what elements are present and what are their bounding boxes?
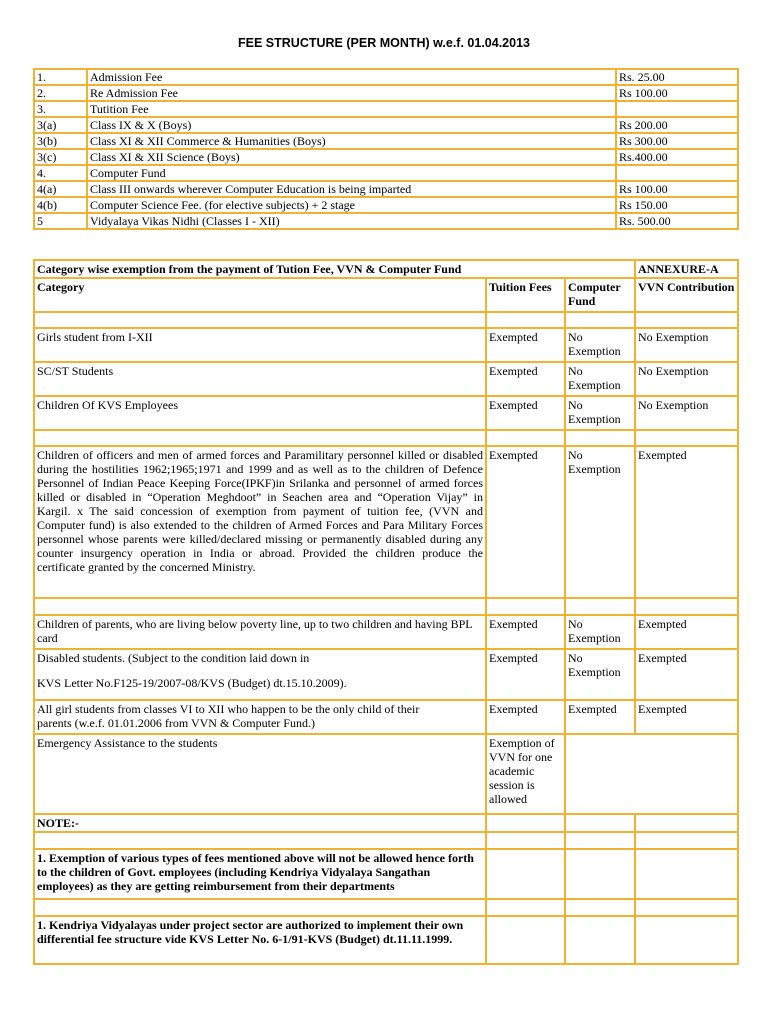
fee-amount-cell: Rs.400.00 [616, 149, 738, 165]
fee-amount-cell: Rs. 500.00 [616, 213, 738, 229]
fee-number-cell: 3(a) [34, 117, 87, 133]
fee-amount-cell [616, 165, 738, 181]
note-heading: NOTE:- [34, 814, 486, 832]
fee-row [34, 213, 738, 229]
column-header-row [34, 278, 738, 312]
fee-row [34, 149, 738, 165]
tuition-cell: Exempted [486, 362, 565, 396]
note-row [34, 849, 738, 899]
note-text: 1. Exemption of various types of fees mentioned above will not be allowed hence forth to the children of Govt. employees (including Kendriya Vidyalaya Sangathan employees) as they are getting reimbursement from their departments [34, 849, 486, 899]
fee-number-cell: 1. [34, 69, 87, 85]
fee-number-cell: 3(b) [34, 133, 87, 149]
vvn-cell: Exempted [635, 615, 738, 649]
category-cell [34, 649, 486, 700]
fee-item-cell: Vidyalaya Vikas Nidhi (Classes I - XII) [87, 213, 616, 229]
fee-row [34, 69, 738, 85]
spacer-row [34, 899, 738, 916]
fee-item-cell: Re Admission Fee [87, 85, 616, 101]
exemption-table [33, 259, 739, 965]
fee-amount-cell: Rs 200.00 [616, 117, 738, 133]
category-cell: Emergency Assistance to the students [34, 734, 486, 814]
computer-cell: No Exemption [565, 446, 635, 598]
table-row [34, 446, 738, 598]
vvn-cell: Exempted [635, 649, 738, 700]
fee-row [34, 101, 738, 117]
category-line: parents (w.e.f. 01.01.2006 from VVN & Computer Fund.) [37, 716, 315, 730]
table-row [34, 649, 738, 700]
col-header-computer: Computer Fund [565, 278, 635, 312]
tuition-cell: Exemption of VVN for one academic session is allowed [486, 734, 565, 814]
table-row [34, 362, 738, 396]
computer-cell: Exempted [565, 700, 635, 734]
fee-amount-cell: Rs 300.00 [616, 133, 738, 149]
annexure-label: ANNEXURE-A [635, 260, 738, 278]
computer-cell: No Exemption [565, 396, 635, 430]
blank-cell [565, 734, 738, 814]
category-cell: Girls student from I-XII [34, 328, 486, 362]
fee-number-cell: 2. [34, 85, 87, 101]
fee-amount-cell: Rs. 25.00 [616, 69, 738, 85]
vvn-cell: No Exemption [635, 328, 738, 362]
note-row [34, 916, 738, 964]
fee-item-cell: Tutition Fee [87, 101, 616, 117]
fee-row [34, 85, 738, 101]
fee-item-cell: Computer Fund [87, 165, 616, 181]
tuition-cell: Exempted [486, 615, 565, 649]
table-row [34, 615, 738, 649]
tuition-cell: Exempted [486, 328, 565, 362]
table-row [34, 328, 738, 362]
fee-item-cell: Class III onwards wherever Computer Education is being imparted [87, 181, 616, 197]
fee-amount-cell [616, 101, 738, 117]
vvn-cell: Exempted [635, 446, 738, 598]
exemption-heading-row [34, 260, 738, 278]
computer-cell: No Exemption [565, 615, 635, 649]
fee-row [34, 133, 738, 149]
fee-item-cell: Class XI & XII Commerce & Humanities (Boys) [87, 133, 616, 149]
col-header-category: Category [34, 278, 486, 312]
category-cell: Children of parents, who are living below poverty line, up to two children and having BPL card [34, 615, 486, 649]
page-title: FEE STRUCTURE (PER MONTH) w.e.f. 01.04.2013 [238, 36, 530, 50]
fee-row [34, 181, 738, 197]
fee-structure-table [33, 68, 739, 230]
fee-number-cell: 4. [34, 165, 87, 181]
computer-cell: No Exemption [565, 328, 635, 362]
spacer-row [34, 430, 738, 446]
note-text: 1. Kendriya Vidyalayas under project sector are authorized to implement their own differential fee structure vide KVS Letter No. 6-1/91-KVS (Budget) dt.11.11.1999. [34, 916, 486, 964]
tuition-cell: Exempted [486, 700, 565, 734]
table-row [34, 734, 738, 814]
category-cell: Children of officers and men of armed forces and Paramilitary personnel killed or disabled during the hostilities 1962;1965;1971 and 1999 and as well as to the children of Defence Personnel of Indian Peace Keeping Force(IPKF)in Srilanka and personnel of armed forces killed or disabled in “Operation Meghdoot” in Seachen area and “Operation Vijay” in Kargil. x The said concession of exemption from payment of tuition fee, (VVN and Computer fund) is also extended to the children of Armed Forces and Para Military Forces personnel whose parents were killed/declared missing or permanently disabled during any counter insurgency operation in India or abroad. Provided the children produce the certificate granted by the concerned Ministry. [34, 446, 486, 598]
category-line: KVS Letter No.F125-19/2007-08/KVS (Budget) dt.15.10.2009). [37, 676, 347, 690]
tuition-cell: Exempted [486, 446, 565, 598]
tuition-cell: Exempted [486, 649, 565, 700]
fee-item-cell: Class IX & X (Boys) [87, 117, 616, 133]
fee-row [34, 197, 738, 213]
vvn-cell: No Exemption [635, 362, 738, 396]
fee-amount-cell: Rs 100.00 [616, 85, 738, 101]
fee-number-cell: 4(a) [34, 181, 87, 197]
computer-cell: No Exemption [565, 362, 635, 396]
fee-number-cell: 3. [34, 101, 87, 117]
category-cell: Children Of KVS Employees [34, 396, 486, 430]
vvn-cell: No Exemption [635, 396, 738, 430]
fee-number-cell: 4(b) [34, 197, 87, 213]
fee-amount-cell: Rs 100.00 [616, 181, 738, 197]
category-line: All girl students from classes VI to XII who happen to be the only child of their [37, 702, 420, 716]
col-header-tuition: Tuition Fees [486, 278, 565, 312]
col-header-vvn: VVN Contribution [635, 278, 738, 312]
fee-row [34, 117, 738, 133]
table-row [34, 396, 738, 430]
fee-row [34, 165, 738, 181]
note-heading-row [34, 814, 738, 832]
category-cell [34, 700, 486, 734]
fee-number-cell: 5 [34, 213, 87, 229]
fee-amount-cell: Rs 150.00 [616, 197, 738, 213]
spacer-row [34, 832, 738, 849]
computer-cell: No Exemption [565, 649, 635, 700]
tuition-cell: Exempted [486, 396, 565, 430]
fee-number-cell: 3(c) [34, 149, 87, 165]
category-cell: SC/ST Students [34, 362, 486, 396]
vvn-cell: Exempted [635, 700, 738, 734]
fee-item-cell: Admission Fee [87, 69, 616, 85]
spacer-row [34, 312, 738, 328]
category-line: Disabled students. (Subject to the condition laid down in [37, 651, 310, 665]
fee-item-cell: Class XI & XII Science (Boys) [87, 149, 616, 165]
exemption-heading: Category wise exemption from the payment of Tution Fee, VVN & Computer Fund [34, 260, 635, 278]
table-row [34, 700, 738, 734]
fee-item-cell: Computer Science Fee. (for elective subjects) + 2 stage [87, 197, 616, 213]
spacer-row [34, 598, 738, 615]
